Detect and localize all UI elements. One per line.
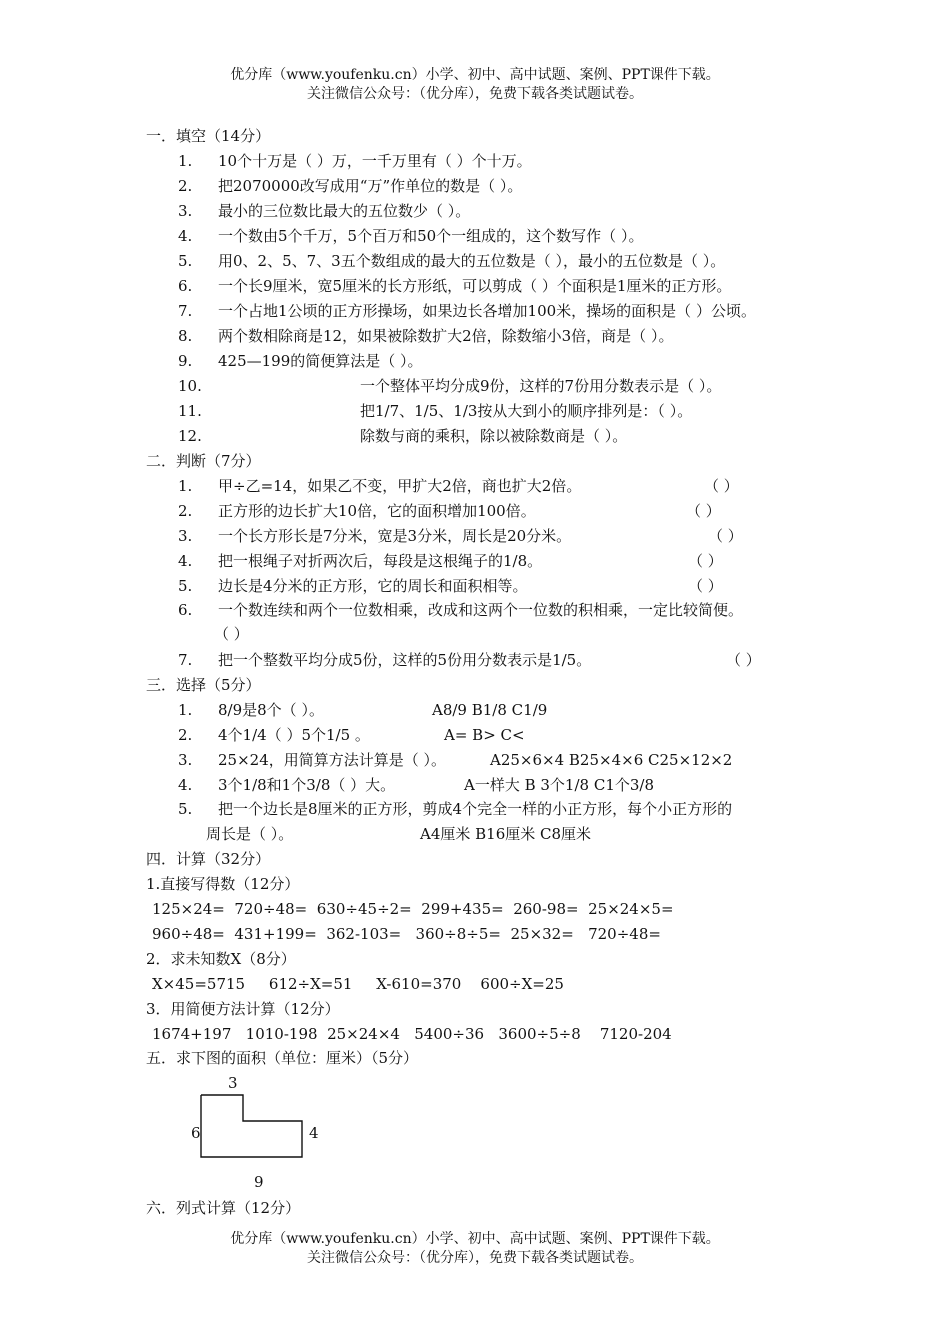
question-number: 5. <box>178 577 193 595</box>
question-text: 把一个边长是8厘米的正方形，剪成4个完全一样的小正方形，每个小正方形的 <box>218 800 733 818</box>
question-number: 3. <box>178 751 193 769</box>
calculation-row: 1674+197 1010-198 25×24×4 5400÷36 3600÷5÷8 7120-204 <box>152 1025 672 1043</box>
calculation-row: 125×24= 720÷48= 630÷45÷2= 299+435= 260-98= 25×24×5= <box>152 900 674 918</box>
l-shape-outline <box>201 1095 302 1157</box>
question-text: 25×24，用简算方法计算是（ ）。 <box>218 751 447 769</box>
answer-parenthesis: （ ） <box>688 552 723 570</box>
question-text: 一个长9厘米，宽5厘米的长方形纸，可以剪成（ ）个面积是1厘米的正方形。 <box>218 277 732 295</box>
dimension-right-label: 4 <box>309 1124 319 1142</box>
question-text: 除数与商的乘积，除以被除数商是（ ）。 <box>360 427 628 445</box>
question-text: 把2070000改写成用“万”作单位的数是（ ）。 <box>218 177 523 195</box>
question-number: 1. <box>178 152 193 170</box>
question-number: 12. <box>178 427 202 445</box>
question-text: 把一根绳子对折两次后，每段是这根绳子的1/8。 <box>218 552 543 570</box>
section-5-title: 五．求下图的面积（单位：厘米）（5分） <box>146 1049 419 1067</box>
question-text: 425—199的简便算法是（ ）。 <box>218 352 423 370</box>
answer-parenthesis: （ ） <box>688 577 723 595</box>
answer-options: A一样大 B 3个1/8 C1个3/8 <box>464 776 655 794</box>
section-2-title: 二．判断（7分） <box>146 452 261 470</box>
answer-options: A25×6×4 B25×4×6 C25×12×2 <box>490 751 733 769</box>
question-text: 一个数连续和两个一位数相乘，改成和这两个一位数的积相乘，一定比较简便。 <box>218 601 744 619</box>
question-number: 3. <box>178 527 193 545</box>
section-1-title: 一．填空（14分） <box>146 127 271 145</box>
answer-options: A= B> C< <box>444 726 525 744</box>
answer-parenthesis: （ ） <box>214 625 249 643</box>
question-number: 5. <box>178 800 193 818</box>
question-number: 11. <box>178 402 202 420</box>
question-number: 4. <box>178 552 193 570</box>
question-text: 10个十万是（ ）万，一千万里有（ ）个十万。 <box>218 152 532 170</box>
question-number: 6. <box>178 601 193 619</box>
question-number: 2. <box>178 502 193 520</box>
question-text-continued: 周长是（ ）。 <box>206 825 294 843</box>
dimension-bottom-label: 9 <box>254 1173 264 1191</box>
answer-parenthesis: （ ） <box>708 527 743 545</box>
question-number: 7. <box>178 651 193 669</box>
question-number: 9. <box>178 352 193 370</box>
question-number: 5. <box>178 252 193 270</box>
answer-parenthesis: （ ） <box>704 477 739 495</box>
answer-options: A8/9 B1/8 C1/9 <box>432 701 548 719</box>
page-footer <box>0 1230 950 1268</box>
question-number: 3. <box>178 202 193 220</box>
question-number: 2. <box>178 726 193 744</box>
question-text: 一个数由5个千万，5个百万和50个一组成的，这个数写作（ ）。 <box>218 227 644 245</box>
question-text: 边长是4分米的正方形，它的周长和面积相等。 <box>218 577 528 595</box>
question-number: 1. <box>178 701 193 719</box>
question-number: 4. <box>178 227 193 245</box>
question-number: 2. <box>178 177 193 195</box>
dimension-top-label: 3 <box>228 1074 238 1092</box>
question-number: 7. <box>178 302 193 320</box>
question-number: 4. <box>178 776 193 794</box>
question-text: 最小的三位数比最大的五位数少（ ）。 <box>218 202 471 220</box>
question-text: 4个1/4（ ）5个1/5 。 <box>218 726 370 744</box>
question-text: 3个1/8和1个3/8（ ）大。 <box>218 776 396 794</box>
header-line-1: 优分库（www.youfenku.cn）小学、初中、高中试题、案例、PPT课件下载。 <box>230 67 720 83</box>
section-4-title: 四．计算（32分） <box>146 850 271 868</box>
subsection-title: 1.直接写得数（12分） <box>146 875 300 893</box>
question-text: 一个整体平均分成9份，这样的7份用分数表示是（ ）。 <box>360 377 722 395</box>
footer-line-2: 关注微信公众号：（优分库），免费下载各类试题试卷。 <box>307 1250 643 1266</box>
question-number: 1. <box>178 477 193 495</box>
question-text: 一个占地1公顷的正方形操场，如果边长各增加100米，操场的面积是（ ）公顷。 <box>218 302 756 320</box>
question-text: 两个数相除商是12，如果被除数扩大2倍，除数缩小3倍，商是（ ）。 <box>218 327 674 345</box>
dimension-left-label: 6 <box>191 1124 201 1142</box>
equation-row: X×45=5715 612÷X=51 X-610=370 600÷X=25 <box>152 975 564 993</box>
question-number: 10. <box>178 377 202 395</box>
question-number: 6. <box>178 277 193 295</box>
question-number: 8. <box>178 327 193 345</box>
question-text: 一个长方形长是7分米，宽是3分米，周长是20分米。 <box>218 527 572 545</box>
answer-options: A4厘米 B16厘米 C8厘米 <box>420 825 592 843</box>
question-text: 正方形的边长扩大10倍，它的面积增加100倍。 <box>218 502 536 520</box>
footer-line-1: 优分库（www.youfenku.cn）小学、初中、高中试题、案例、PPT课件下载。 <box>230 1231 720 1247</box>
answer-parenthesis: （ ） <box>726 651 761 669</box>
question-text: 甲÷乙=14，如果乙不变，甲扩大2倍，商也扩大2倍。 <box>218 477 582 495</box>
subsection-title: 2．求未知数X（8分） <box>146 950 296 968</box>
calculation-row: 960÷48= 431+199= 362-103= 360÷8÷5= 25×32= 720÷48= <box>152 925 661 943</box>
question-text: 把1/7、1/5、1/3按从大到小的顺序排列是：（ ）。 <box>360 402 693 420</box>
header-line-2: 关注微信公众号：（优分库），免费下载各类试题试卷。 <box>307 86 643 102</box>
section-3-title: 三．选择（5分） <box>146 676 261 694</box>
question-text: 8/9是8个（ ）。 <box>218 701 324 719</box>
answer-parenthesis: （ ） <box>686 502 721 520</box>
question-text: 用0、2、5、7、3五个数组成的最大的五位数是（ ），最小的五位数是（ ）。 <box>218 252 726 270</box>
section-6-title: 六．列式计算（12分） <box>146 1199 301 1217</box>
subsection-title: 3．用简便方法计算（12分） <box>146 1000 340 1018</box>
question-text: 把一个整数平均分成5份，这样的5份用分数表示是1/5。 <box>218 651 592 669</box>
